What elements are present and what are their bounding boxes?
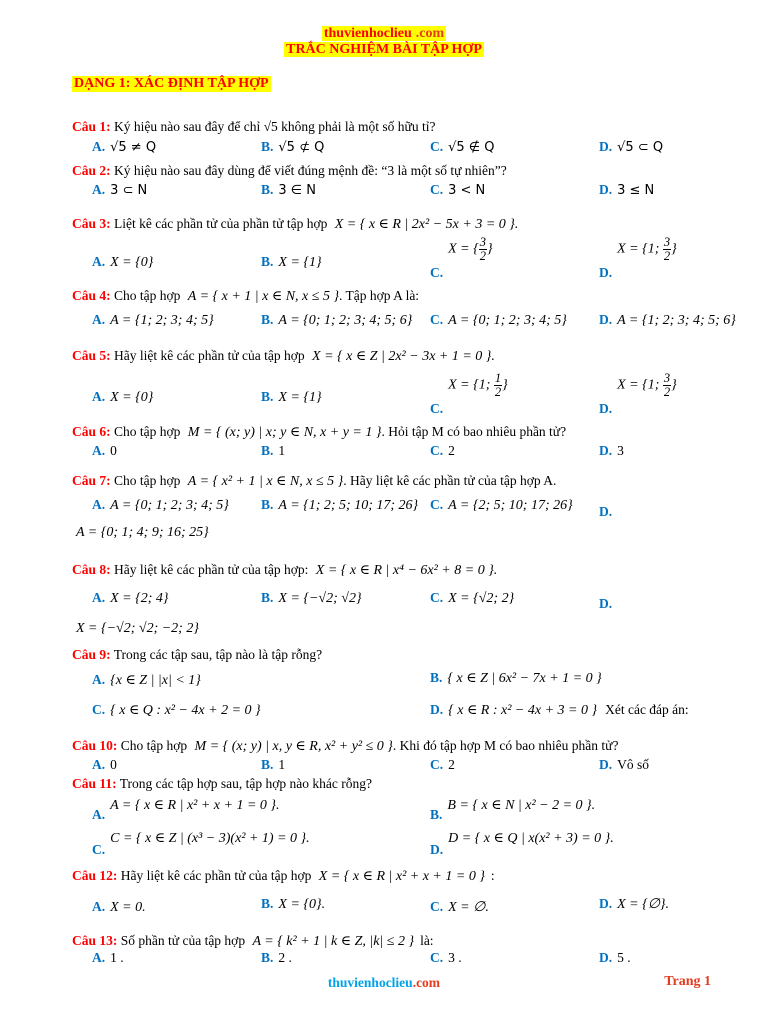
option-4a[interactable]: A. A = {1; 2; 3; 4; 5} (92, 312, 214, 328)
option-5d[interactable]: D.X = {1; $\frac{3}{2}$ } (599, 371, 677, 416)
option-13b[interactable]: B. 2 . (261, 950, 292, 965)
option-8c[interactable]: C. X = {√2; 2} (430, 590, 515, 606)
option-3d[interactable]: D.X = {1; $\frac{3}{2}$ } (599, 235, 677, 280)
option-10a[interactable]: A. 0 (92, 757, 117, 772)
question-5: Câu 5: Hãy liệt kê các phần tử của tập hợp X = { x ∈ Z | 2x² − 3x + 1 = 0 }. (72, 348, 495, 364)
option-4d[interactable]: D. A = {1; 2; 3; 4; 5; 6} (599, 312, 736, 328)
option-1a[interactable]: A. √5 ≠ Q (92, 139, 157, 155)
question-10: Câu 10: Cho tập hợp M = { (x; y) | x, y ∈ R, x² + y² ≤ 0 }. Khi đó tập hợp M có bao nhiêu phần tử? (72, 738, 619, 754)
header-site-name: thuvienhoclieu (323, 26, 412, 41)
footer-site-name: thuvienhoclieu (327, 975, 413, 990)
option-13c[interactable]: C. 3 . (430, 950, 462, 965)
option-10b[interactable]: B. 1 (261, 757, 286, 772)
option-8b[interactable]: B. X = {−√2; √2} (261, 590, 362, 606)
option-1c[interactable]: C. √5 ∉ Q (430, 139, 495, 155)
question-2: Câu 2: Ký hiệu nào sau đây dùng để viết đúng mệnh đề: “3 là một số tự nhiên”? (72, 163, 507, 178)
question-3: Câu 3: Liệt kê các phần tử của phần tử tập hợp X = { x ∈ R | 2x² − 5x + 3 = 0 }. (72, 216, 519, 232)
option-9b[interactable]: B. { x ∈ Z | 6x² − 7x + 1 = 0 } (430, 670, 602, 686)
option-6b[interactable]: B. 1 (261, 443, 286, 458)
question-text: Ký hiệu nào sau đây để chỉ √5 không phải là một số hữu tỉ? (114, 119, 436, 134)
option-12c[interactable]: C. X = ∅. (430, 899, 489, 915)
document-title: TRẮC NGHIỆM BÀI TẬP HỢP (286, 42, 482, 57)
option-7d-value: A = {0; 1; 4; 9; 16; 25} (76, 525, 209, 540)
option-8a[interactable]: A. X = {2; 4} (92, 590, 169, 606)
option-2c[interactable]: C. 3 < N (430, 182, 486, 198)
option-11c[interactable]: C.C = { x ∈ Z | (x³ − 3)(x² + 1) = 0 }. (92, 831, 310, 857)
question-expression: X = { x ∈ R | 2x² − 5x + 3 = 0 }. (334, 217, 519, 232)
option-3a[interactable]: A. X = {0} (92, 254, 154, 270)
header-site-domain: .com (415, 26, 445, 41)
fraction: $\frac{3}{2}$ (663, 371, 671, 399)
option-5a[interactable]: A. X = {0} (92, 389, 154, 405)
option-8d-value: X = {−√2; √2; −2; 2} (76, 621, 199, 636)
option-6d[interactable]: D. 3 (599, 443, 624, 458)
option-6a[interactable]: A. 0 (92, 443, 117, 458)
option-5c[interactable]: C.X = {1; $\frac{1}{2}$ } (430, 371, 508, 416)
option-12a[interactable]: A. X = 0. (92, 899, 146, 915)
option-13a[interactable]: A. 1 . (92, 950, 124, 965)
question-11: Câu 11: Trong các tập hợp sau, tập hợp nào khác rỗng? (72, 776, 372, 791)
option-3b[interactable]: B. X = {1} (261, 254, 322, 270)
option-13d[interactable]: D. 5 . (599, 950, 631, 965)
document-title-wrap (0, 41, 768, 58)
option-2d[interactable]: D. 3 ≤ N (599, 182, 655, 198)
option-5b[interactable]: B. X = {1} (261, 389, 322, 405)
question-7: Câu 7: Cho tập hợp A = { x² + 1 | x ∈ N, x ≤ 5 }. Hãy liệt kê các phần tử của tập hợp A. (72, 473, 557, 489)
option-2a[interactable]: A. 3 ⊂ N (92, 182, 148, 198)
header-site (0, 25, 768, 42)
question-13: Câu 13: Số phần tử của tập hợp A = { k² + 1 | k ∈ Z, |k| ≤ 2 } là: (72, 933, 434, 949)
option-9c[interactable]: C. { x ∈ Q : x² − 4x + 2 = 0 } (92, 702, 261, 718)
page-number: Trang 1 (664, 974, 711, 989)
section-title: DẠNG 1: XÁC ĐỊNH TẬP HỢP (74, 76, 269, 91)
option-10d[interactable]: D. Vô số (599, 757, 650, 772)
option-7d-label[interactable]: D. (599, 504, 613, 519)
option-4c[interactable]: C. A = {0; 1; 2; 3; 4; 5} (430, 312, 567, 328)
option-12d[interactable]: D. X = {∅}. (599, 896, 670, 912)
option-9d[interactable]: D. { x ∈ R : x² − 4x + 3 = 0 } Xét các đáp án: (430, 702, 689, 718)
option-9a[interactable]: A. {x ∈ Z | |x| < 1} (92, 672, 201, 688)
option-6c[interactable]: C. 2 (430, 443, 455, 458)
question-label: Câu 1: (72, 119, 111, 134)
option-1d[interactable]: D. √5 ⊂ Q (599, 139, 664, 155)
fraction: $\frac{1}{2}$ (494, 371, 502, 399)
question-6: Câu 6: Cho tập hợp M = { (x; y) | x; y ∈ N, x + y = 1 }. Hỏi tập M có bao nhiêu phần tử? (72, 424, 567, 440)
option-11b[interactable]: B.B = { x ∈ N | x² − 2 = 0 }. (430, 798, 596, 822)
question-12: Câu 12: Hãy liệt kê các phần tử của tập hợp X = { x ∈ R | x² + x + 1 = 0 } : (72, 868, 495, 884)
option-11d[interactable]: D.D = { x ∈ Q | x(x² + 3) = 0 }. (430, 831, 614, 857)
question-9: Câu 9: Trong các tập sau, tập nào là tập rỗng? (72, 647, 323, 662)
option-7b[interactable]: B. A = {1; 2; 5; 10; 17; 26} (261, 497, 419, 513)
option-1b[interactable]: B. √5 ⊄ Q (261, 139, 325, 155)
fraction: $\frac{3}{2}$ (663, 235, 671, 263)
option-10c[interactable]: C. 2 (430, 757, 455, 772)
question-9-trailing-note: Xét các đáp án: (605, 702, 689, 717)
option-4b[interactable]: B. A = {0; 1; 2; 3; 4; 5; 6} (261, 312, 413, 328)
option-7c[interactable]: C. A = {2; 5; 10; 17; 26} (430, 497, 573, 513)
footer-site-domain: .com (412, 975, 441, 990)
footer-site (0, 975, 768, 991)
question-8: Câu 8: Hãy liệt kê các phần tử của tập hợp: X = { x ∈ R | x⁴ − 6x² + 8 = 0 }. (72, 562, 498, 578)
question-4: Câu 4: Cho tập hợp A = { x + 1 | x ∈ N, x ≤ 5 }. Tập hợp A là: (72, 288, 420, 304)
option-2b[interactable]: B. 3 ∈ N (261, 182, 316, 198)
option-7a[interactable]: A. A = {0; 1; 2; 3; 4; 5} (92, 497, 229, 513)
option-11a[interactable]: A.A = { x ∈ R | x² + x + 1 = 0 }. (92, 798, 280, 822)
option-3c[interactable]: C.X = { $\frac{3}{2}$ } (430, 235, 493, 280)
option-12b[interactable]: B. X = {0}. (261, 896, 326, 912)
question-1 (72, 119, 435, 135)
option-8d-label[interactable]: D. (599, 596, 613, 611)
fraction: $\frac{3}{2}$ (479, 235, 486, 263)
